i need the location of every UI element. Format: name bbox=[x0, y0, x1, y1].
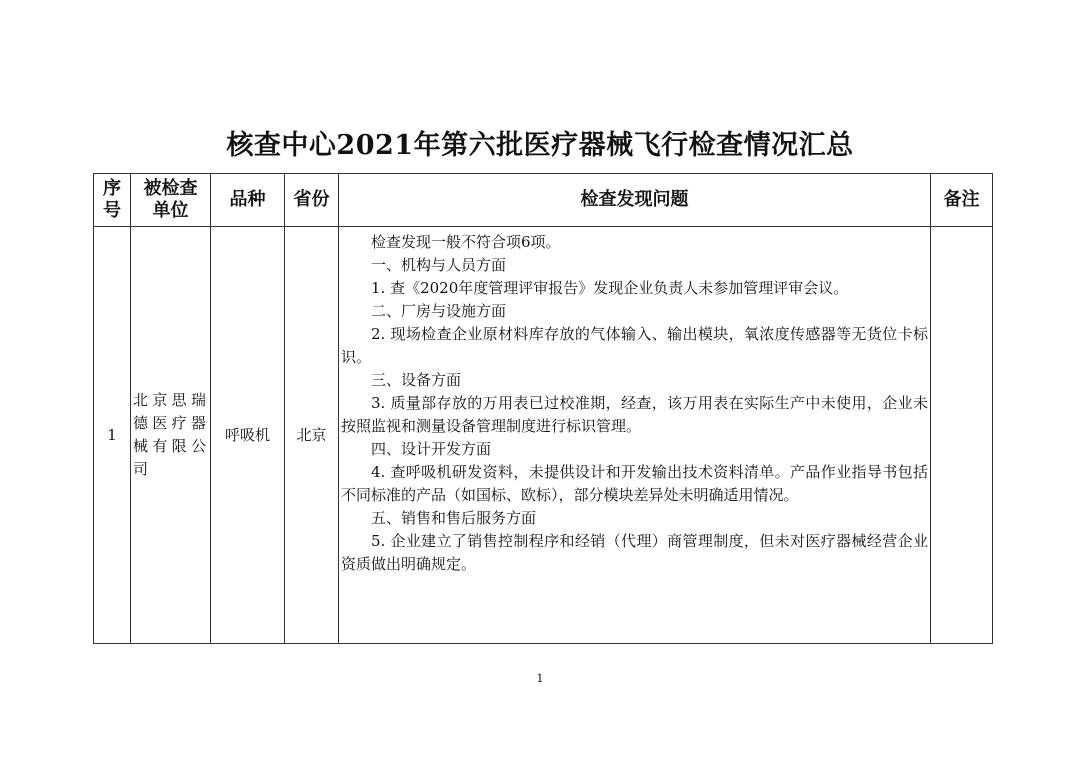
issue-section-heading: 五、销售和售后服务方面 bbox=[371, 509, 537, 527]
row-issues bbox=[339, 227, 931, 644]
issue-summary: 检查发现一般不符合项6项。 bbox=[371, 233, 561, 251]
header-product: 品种 bbox=[211, 174, 285, 227]
row-province: 北京 bbox=[285, 227, 339, 644]
issue-section-heading: 三、设备方面 bbox=[371, 371, 462, 389]
issue-item: 3. 质量部存放的万用表已过校准期，经查，该万用表在实际生产中未使用，企业未按照监视和测量设备管理制度进行标识管理。 bbox=[341, 394, 928, 435]
table-header-row bbox=[94, 174, 993, 227]
header-serial-line-1: 序 bbox=[103, 178, 121, 199]
table-row bbox=[94, 227, 993, 644]
row-remarks bbox=[931, 227, 993, 644]
page-title: 核查中心2021年第六批医疗器械飞行检查情况汇总 bbox=[226, 130, 854, 161]
issue-item: 4. 查呼吸机研发资料，未提供设计和开发输出技术资料清单。产品作业指导书包括不同标准的产品（如国标、欧标），部分模块差异处未明确适用情况。 bbox=[341, 463, 928, 504]
header-serial bbox=[94, 174, 131, 227]
issue-section-heading: 一、机构与人员方面 bbox=[371, 256, 507, 274]
header-remarks: 备注 bbox=[931, 174, 993, 227]
header-unit-line-1: 被检查 bbox=[143, 178, 198, 199]
row-product: 呼吸机 bbox=[211, 227, 285, 644]
row-unit: 北京思瑞德医疗器械有限公司 bbox=[131, 227, 211, 644]
inspection-summary-table bbox=[93, 173, 993, 644]
issue-item: 2. 现场检查企业原材料库存放的气体输入、输出模块，氧浓度传感器等无货位卡标识。 bbox=[341, 325, 928, 366]
header-issues: 检查发现问题 bbox=[339, 174, 931, 227]
issue-section-heading: 四、设计开发方面 bbox=[371, 440, 492, 458]
header-unit bbox=[131, 174, 211, 227]
issue-item: 5. 企业建立了销售控制程序和经销（代理）商管理制度，但未对医疗器械经营企业资质做出明确规定。 bbox=[341, 532, 928, 573]
header-serial-line-2: 号 bbox=[103, 200, 121, 221]
page-number: 1 bbox=[536, 672, 544, 685]
header-unit-line-2: 单位 bbox=[152, 200, 189, 221]
header-province: 省份 bbox=[285, 174, 339, 227]
row-serial: 1 bbox=[94, 227, 131, 644]
issue-item: 1. 查《2020年度管理评审报告》发现企业负责人未参加管理评审会议。 bbox=[371, 279, 849, 297]
issue-section-heading: 二、厂房与设施方面 bbox=[371, 302, 507, 320]
